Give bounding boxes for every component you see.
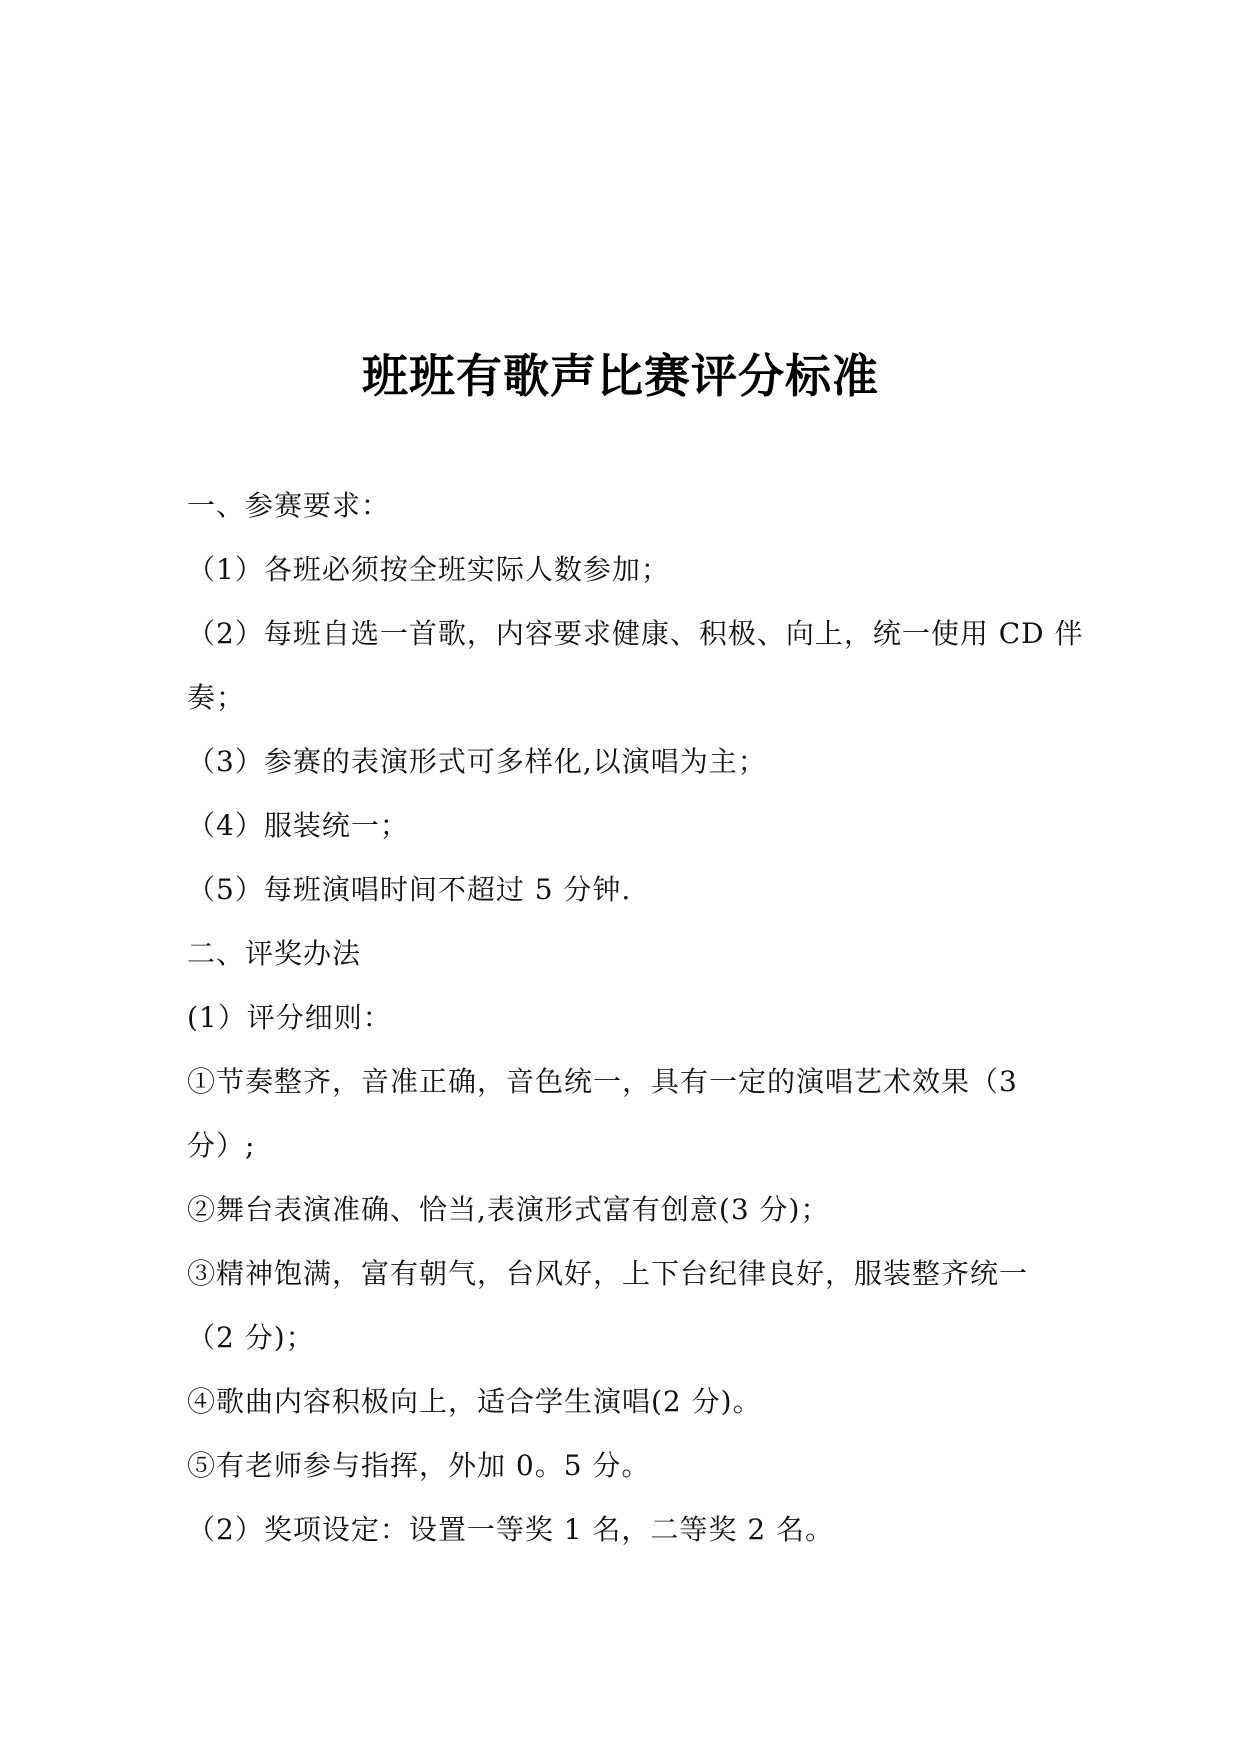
scoring-rule-1: ①节奏整齐，音准正确，音色统一，具有一定的演唱艺术效果（3 — [187, 1065, 1018, 1098]
scoring-rule-2: ②舞台表演准确、恰当,表演形式富有创意(3 分)； — [187, 1193, 830, 1226]
scoring-rule-3-continued: （2 分)； — [187, 1321, 315, 1354]
requirement-item-4: （4）服装统一； — [187, 809, 409, 842]
requirement-item-1: （1）各班必须按全班实际人数参加； — [187, 553, 670, 586]
requirement-item-2-continued: 奏； — [187, 681, 246, 714]
requirement-item-5: （5）每班演唱时间不超过 5 分钟. — [187, 873, 632, 906]
scoring-rule-4: ④歌曲内容积极向上，适合学生演唱(2 分)。 — [187, 1385, 762, 1418]
requirement-item-3: （3）参赛的表演形式可多样化,以演唱为主； — [187, 745, 767, 778]
scoring-rule-1-continued: 分）; — [187, 1129, 256, 1162]
scoring-rule-5: ⑤有老师参与指挥，外加 0。5 分。 — [187, 1449, 651, 1482]
scoring-rule-3: ③精神饱满，富有朝气，台风好，上下台纪律良好，服装整齐统一 — [187, 1257, 1029, 1290]
award-settings: （2）奖项设定：设置一等奖 1 名，二等奖 2 名。 — [187, 1513, 835, 1546]
requirement-item-2: （2）每班自选一首歌，内容要求健康、积极、向上，统一使用 CD 伴 — [187, 617, 1084, 650]
section-heading-awards: 二、评奖办法 — [187, 937, 362, 970]
section-heading-requirements: 一、参赛要求： — [187, 489, 391, 522]
scoring-rules-heading: (1）评分细则： — [187, 1001, 392, 1034]
document-title: 班班有歌声比赛评分标准 — [362, 349, 879, 403]
